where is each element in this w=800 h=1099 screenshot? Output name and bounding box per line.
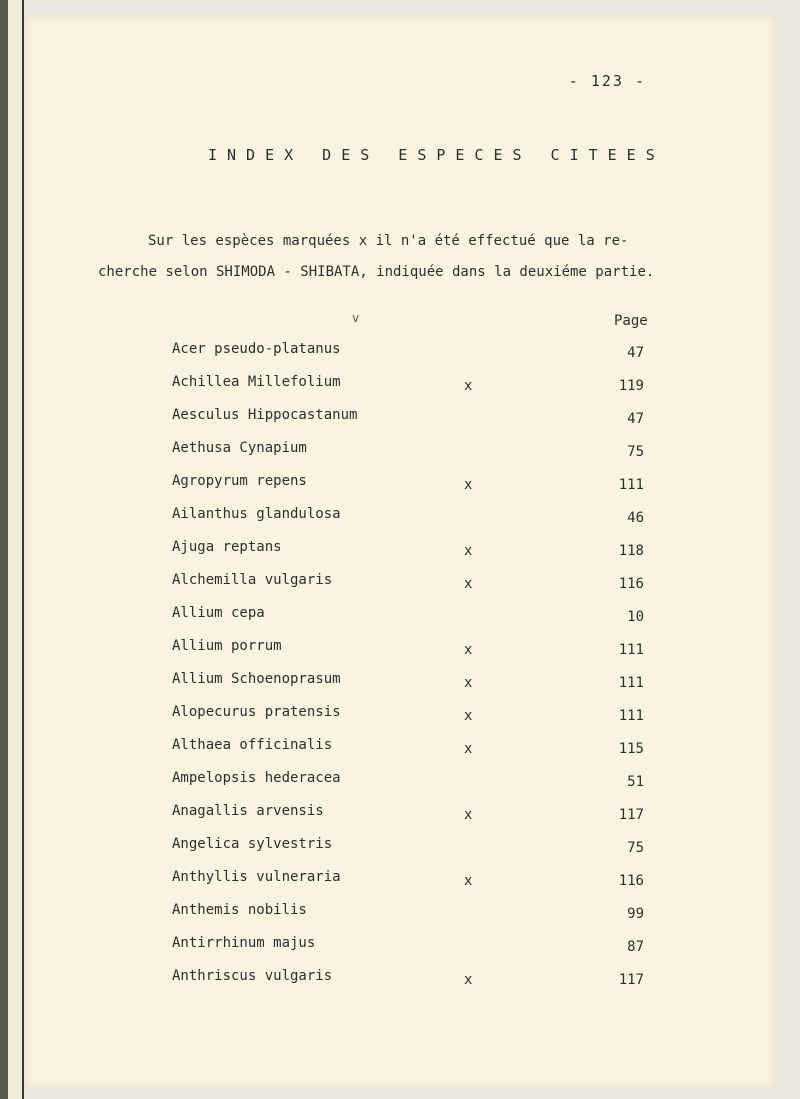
species-name: Althaea officinalis <box>172 737 333 753</box>
species-name: Anthyllis vulneraria <box>172 869 341 885</box>
page-ref: 117 <box>618 807 644 823</box>
species-name: Agropyrum repens <box>172 473 307 489</box>
page-ref: 47 <box>627 411 644 427</box>
species-name: Allium cepa <box>172 605 265 621</box>
list-item <box>24 534 776 567</box>
page-title: INDEX DES ESPECES CITEES <box>208 146 665 164</box>
list-item <box>24 435 776 468</box>
page-ref: 111 <box>618 708 644 724</box>
binding-edge <box>0 0 8 1099</box>
list-item <box>24 501 776 534</box>
species-name: Anagallis arvensis <box>172 803 324 819</box>
page-ref: 75 <box>627 840 644 856</box>
species-name: Allium Schoenoprasum <box>172 671 341 687</box>
list-item <box>24 963 776 996</box>
page-ref: 116 <box>618 873 644 889</box>
list-item <box>24 798 776 831</box>
list-item <box>24 864 776 897</box>
list-item <box>24 897 776 930</box>
column-mark: v <box>352 311 360 325</box>
marked-x: x <box>464 477 473 493</box>
book-binding <box>0 0 24 1099</box>
species-name: Alchemilla vulgaris <box>172 572 333 588</box>
page-ref: 111 <box>618 642 644 658</box>
marked-x: x <box>464 873 473 889</box>
page-ref: 87 <box>627 939 644 955</box>
marked-x: x <box>464 807 473 823</box>
intro-line-2: cherche selon SHIMODA - SHIBATA, indiquée dans la deuxiéme partie. <box>98 264 655 280</box>
intro-line-1: Sur les espèces marquées x il n'a été effectué que la re- <box>148 233 629 249</box>
species-name: Angelica sylvestris <box>172 836 333 852</box>
marked-x: x <box>464 576 473 592</box>
list-item <box>24 336 776 369</box>
species-name: Ailanthus glandulosa <box>172 506 341 522</box>
list-item <box>24 600 776 633</box>
marked-x: x <box>464 543 473 559</box>
list-item <box>24 633 776 666</box>
list-item <box>24 567 776 600</box>
species-name: Alopecurus pratensis <box>172 704 341 720</box>
species-name: Anthemis nobilis <box>172 902 307 918</box>
page-ref: 119 <box>618 378 644 394</box>
page-ref: 51 <box>627 774 644 790</box>
page-number: - 123 - <box>568 72 646 90</box>
species-index-list <box>24 336 776 996</box>
species-name: Anthriscus vulgaris <box>172 968 333 984</box>
species-name: Allium porrum <box>172 638 282 654</box>
list-item <box>24 699 776 732</box>
list-item <box>24 666 776 699</box>
species-name: Aethusa Cynapium <box>172 440 307 456</box>
list-item <box>24 831 776 864</box>
intro-paragraph <box>98 226 738 288</box>
page-ref: 46 <box>627 510 644 526</box>
list-item <box>24 369 776 402</box>
list-item <box>24 930 776 963</box>
page-column-header: Page <box>614 313 648 329</box>
document-page <box>24 14 776 1089</box>
page-ref: 47 <box>627 345 644 361</box>
page-ref: 117 <box>618 972 644 988</box>
marked-x: x <box>464 675 473 691</box>
species-name: Aesculus Hippocastanum <box>172 407 358 423</box>
species-name: Achillea Millefolium <box>172 374 341 390</box>
species-name: Ampelopsis hederacea <box>172 770 341 786</box>
marked-x: x <box>464 378 473 394</box>
marked-x: x <box>464 642 473 658</box>
list-item <box>24 468 776 501</box>
species-name: Antirrhinum majus <box>172 935 316 951</box>
marked-x: x <box>464 972 473 988</box>
list-item <box>24 402 776 435</box>
page-ref: 115 <box>618 741 644 757</box>
page-ref: 99 <box>627 906 644 922</box>
page-ref: 10 <box>627 609 644 625</box>
list-item <box>24 765 776 798</box>
page-ref: 111 <box>618 675 644 691</box>
species-name: Acer pseudo-platanus <box>172 341 341 357</box>
page-ref: 116 <box>618 576 644 592</box>
marked-x: x <box>464 708 473 724</box>
page-ref: 118 <box>618 543 644 559</box>
page-ref: 111 <box>618 477 644 493</box>
marked-x: x <box>464 741 473 757</box>
species-name: Ajuga reptans <box>172 539 282 555</box>
list-item <box>24 732 776 765</box>
page-ref: 75 <box>627 444 644 460</box>
